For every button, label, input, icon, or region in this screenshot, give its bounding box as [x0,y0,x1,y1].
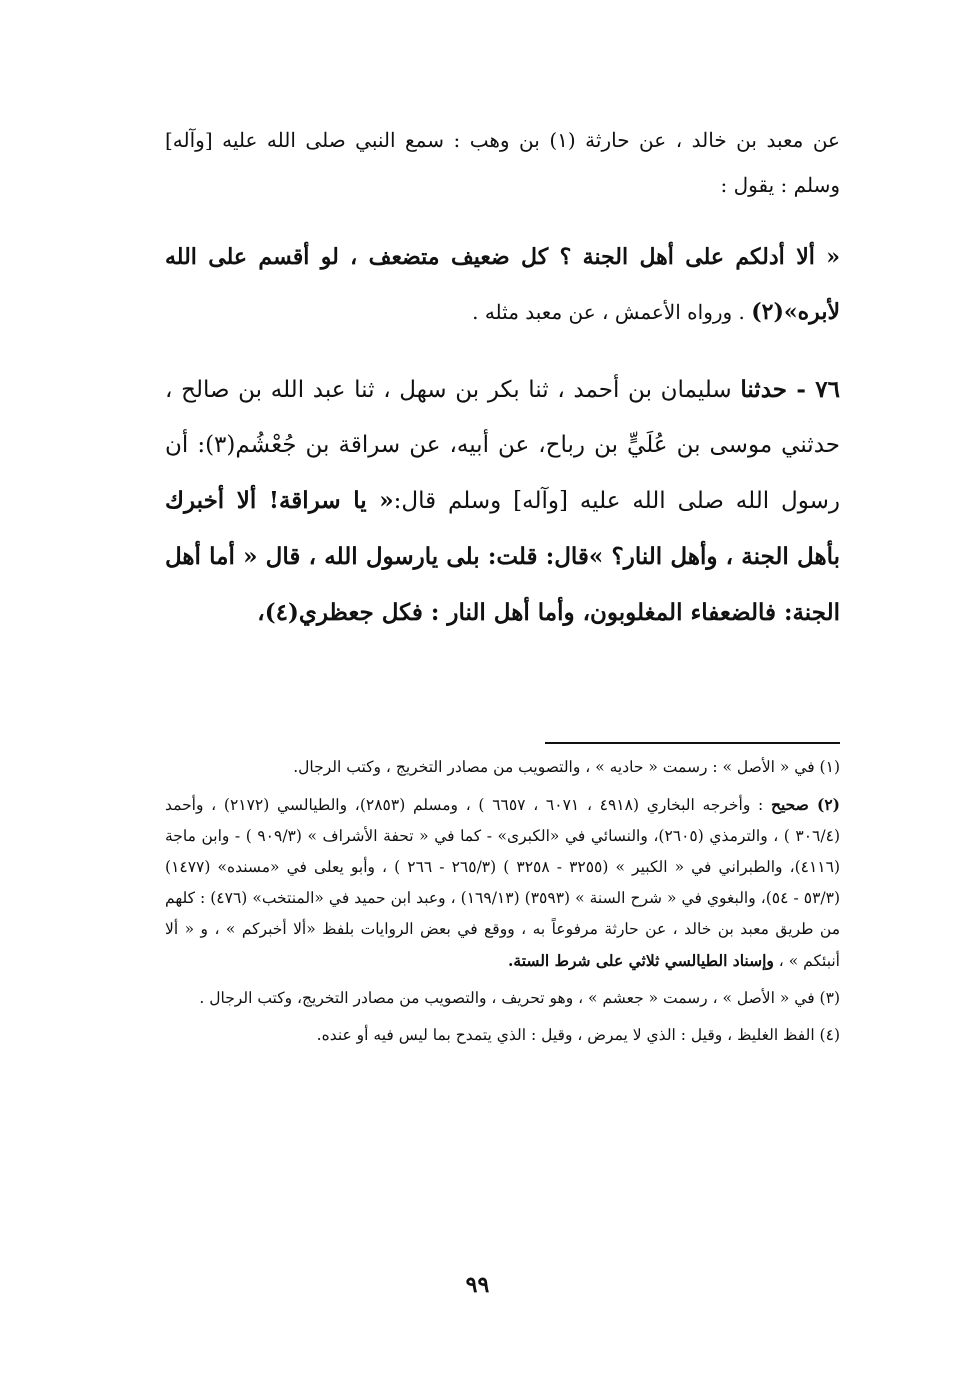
quote-tail: . ورواه الأعمش ، عن معبد مثله . [472,300,752,324]
footnote-4 [165,1020,840,1051]
footnote-2-label: (٢) صحيح [770,795,840,814]
intro-text: عن معبد بن خالد ، عن حارثة (١) بن وهب : سمع النبي صلى الله عليه [وآله] وسلم : يقول : [165,128,840,197]
narration-paragraph [165,362,840,641]
intro-paragraph [165,118,840,208]
main-text [165,118,840,641]
footnote-3-text: (٣) في « الأصل » ، رسمت « جعشم » ، وهو تحريف ، والتصويب من مصادر التخريج، وكتب الرجال . [199,989,840,1007]
footnote-1 [165,752,840,783]
footnote-2 [165,789,840,977]
hadith-quote: « ألا أدلكم على أهل الجنة ؟ كل ضعيف متضعف ، لو أقسم على الله لأبره»(٢) [165,244,840,325]
narration-number: ٧٦ - [796,376,840,403]
footnote-3 [165,983,840,1014]
hadith-quote-paragraph [165,230,840,340]
footnote-4-text: (٤) الفظ الغليظ ، وقيل : الذي لا يمرض ، وقيل : الذي يتمدح بما ليس فيه أو عنده. [316,1026,840,1044]
narration-hadith: « يا سراقة! ألا أخبرك بأهل الجنة ، وأهل النار؟ »قال: قلت: بلى يارسول الله ، قال « أما أهل الجنة: فالضعفاء المغلوبون، وأما أهل النار : فكل جعظري(٤)، [165,487,840,626]
narration-chain: سليمان بن أحمد ، ثنا بكر بن سهل ، ثنا عبد الله بن صالح ، حدثني موسى بن عُلَيٍّ بن رباح، عن أبيه، عن سراقة بن جُعْشُم(٣): أن رسول الله صلى الله عليه [وآله] وسلم قال: [165,377,840,514]
footnotes [165,752,840,1057]
footnote-1-text: (١) في « الأصل » : رسمت « حاديه » ، والتصويب من مصادر التخريج ، وكتب الرجال. [293,758,840,776]
footnote-divider [545,742,840,744]
page-number: ٩٩ [465,1272,490,1298]
narration-opening: حدثنا [740,376,797,403]
footnote-2-text: : وأخرجه البخاري (٤٩١٨ ، ٦٠٧١ ، ٦٦٥٧ ) ، ومسلم (٢٨٥٣)، والطيالسي (٢١٧٢) ، وأحمد (٣٠٦/٤ ) ، والترمذي (٢٦٠٥)، والنسائي في «الكبرى» - كما في « تحفة الأشراف » (٩٠٩/٣ ) - وابن ماجة (٤١١٦)، والطبراني في « الكبير » (٣٢٥٥ - ٣٢٥٨ ) (٢٦٥/٣ - ٢٦٦ ) ، وأبو يعلى في «مسنده» (١٤٧٧) (٥٣/٣ - ٥٤)، والبغوي في « شرح السنة » (٣٥٩٣) (١٦٩/١٣) ، وعبد ابن حميد في «المنتخب» (٤٧٦) : كلهم من طريق معبد بن خالد ، عن حارثة مرفوعاً به ، ووقع في بعض الروايات بلفظ «ألا أخبركم » ، و « ألا أنبئكم » ، [165,796,841,970]
footnote-2-bold-tail: وإسناد الطيالسي ثلاثي على شرط الستة. [507,951,774,970]
